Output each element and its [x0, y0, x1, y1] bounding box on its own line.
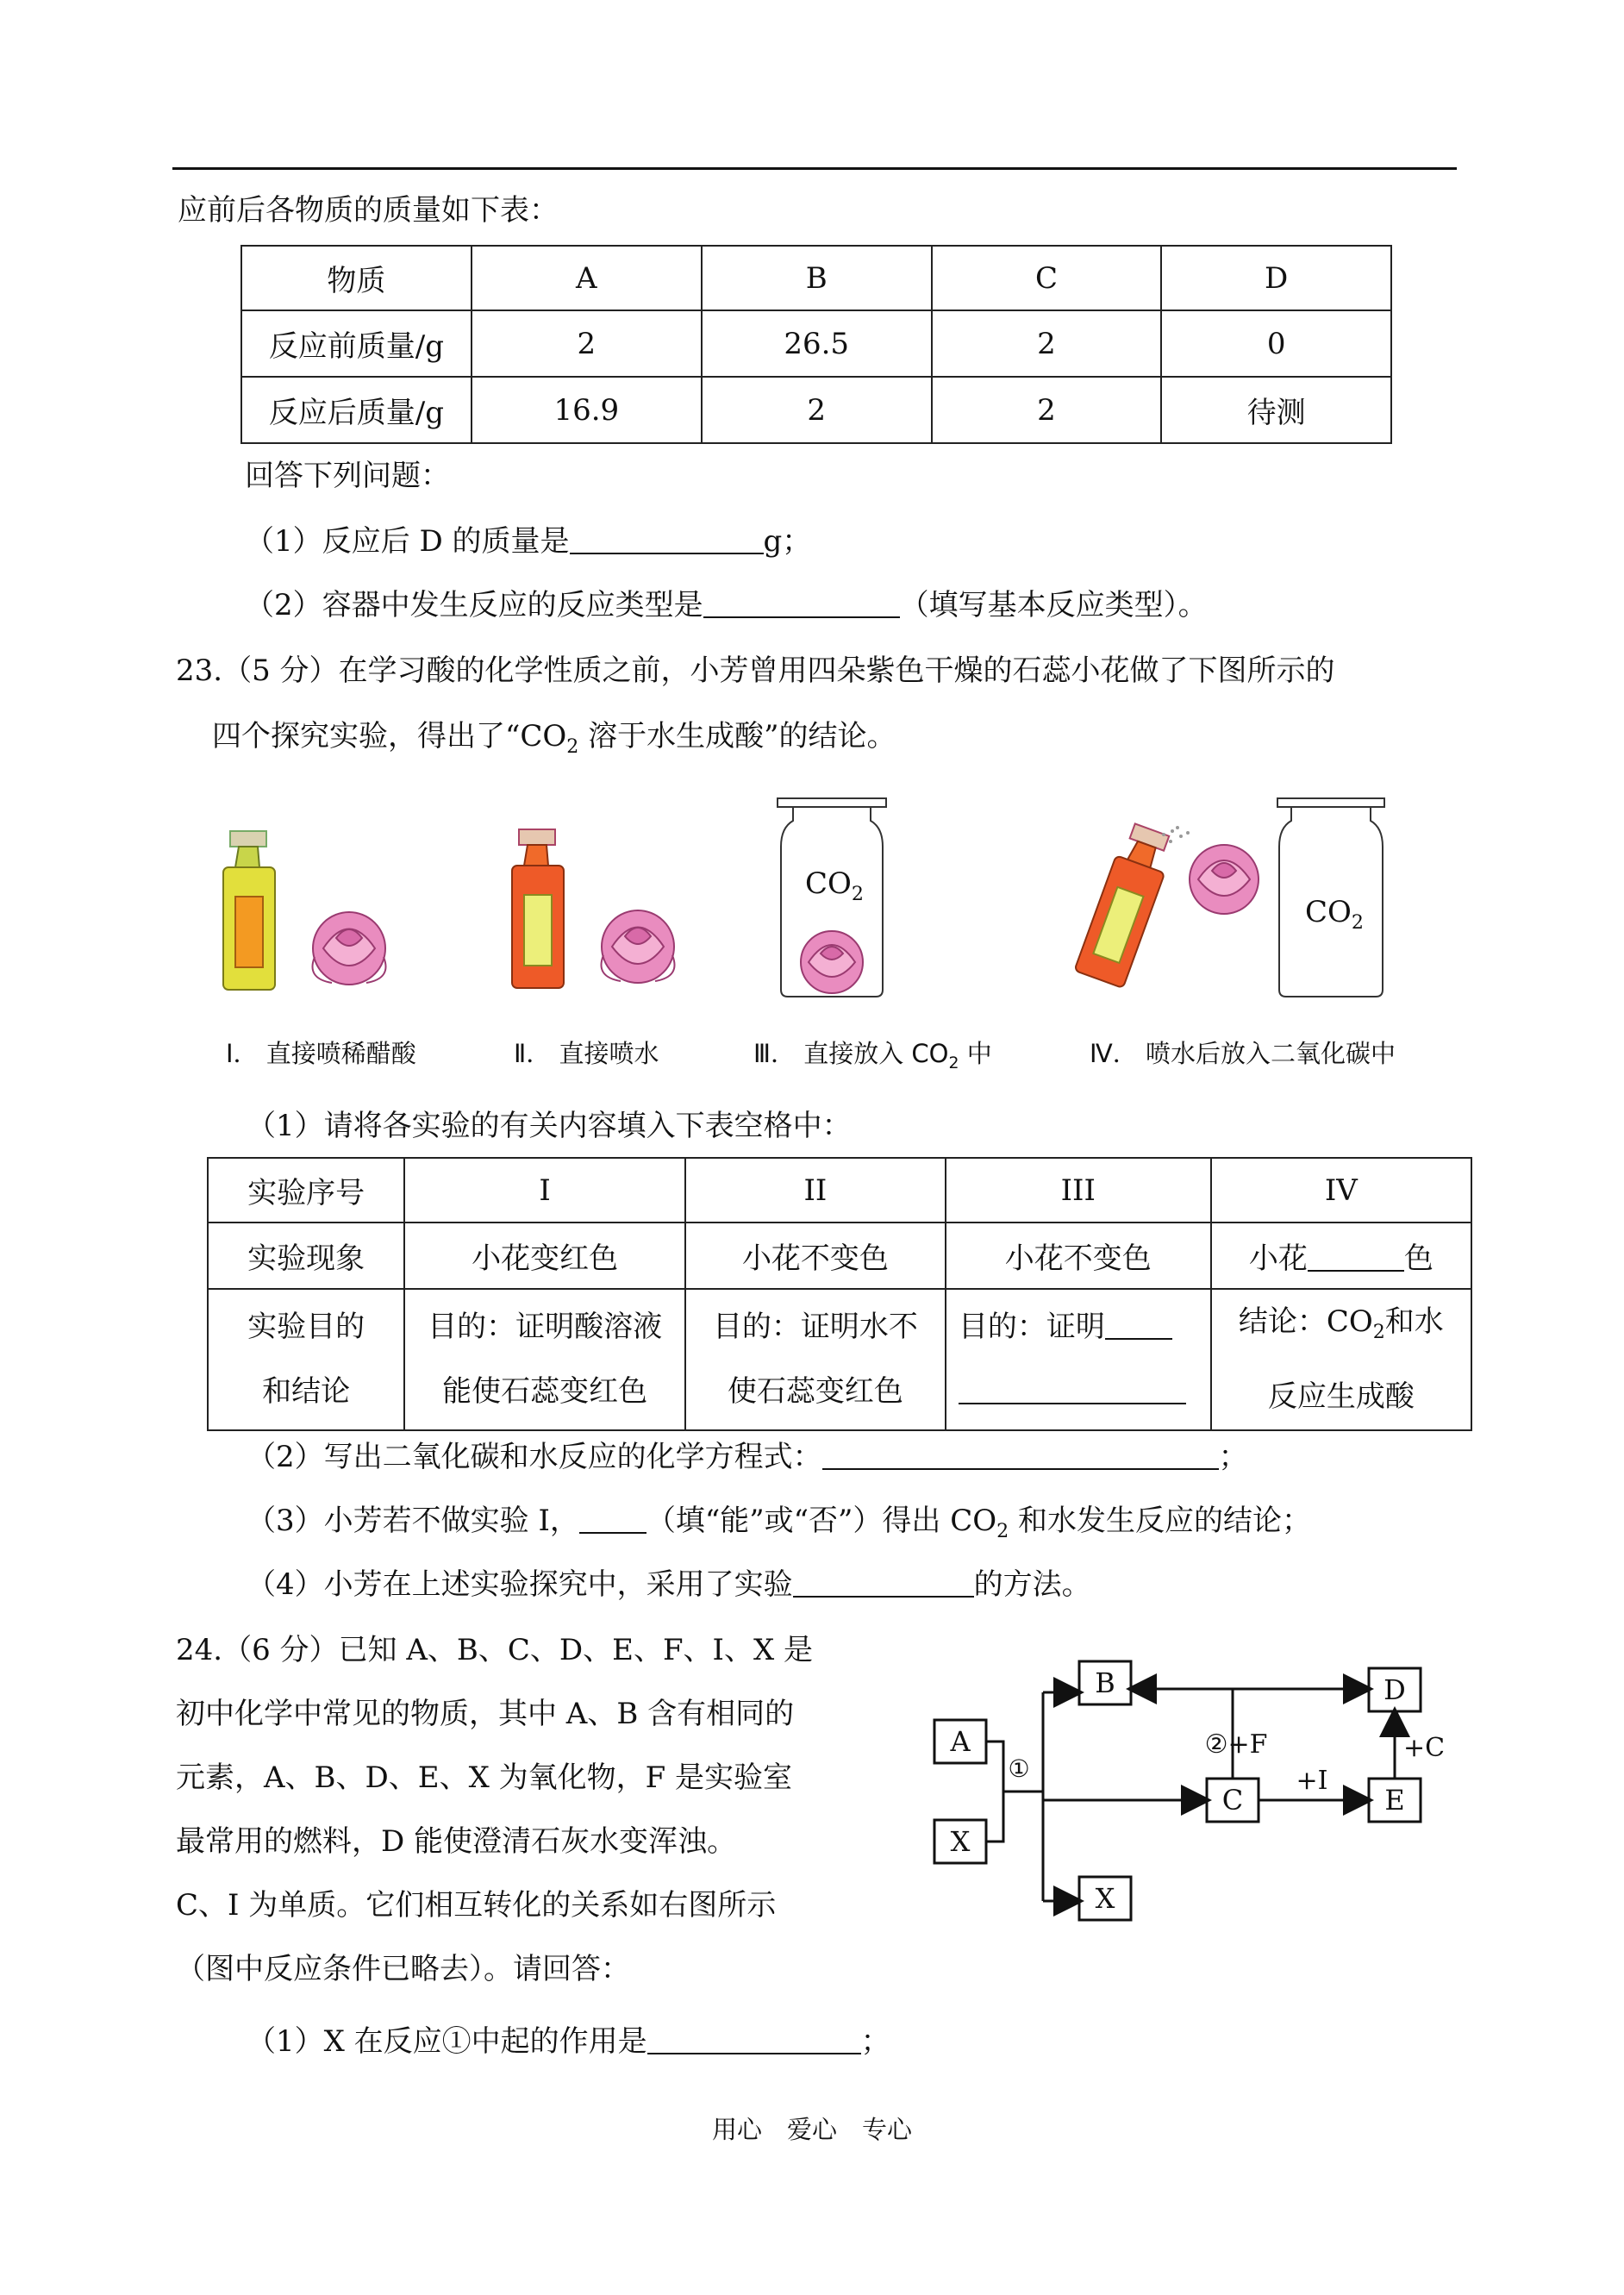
caption-3: Ⅲ． 直接放入 $CO_2$ 中	[753, 1039, 992, 1072]
label-C: C	[1221, 1784, 1244, 1817]
table-cell: 目的：证明酸溶液 能使石蕊变红色	[404, 1289, 685, 1430]
table-cell: 2	[472, 310, 702, 377]
table-cell: A	[472, 246, 702, 310]
q23-line2: 四个探究实验，得出了“$CO_2$ 溶于水生成酸”的结论。	[212, 719, 896, 758]
table-cell: 待测	[1161, 377, 1391, 443]
table-cell: 2	[702, 377, 932, 443]
q24-line: 最常用的燃料，D 能使澄清石灰水变浑浊。	[176, 1824, 737, 1859]
label-X-left: X	[950, 1825, 971, 1858]
q24-sub1: （1）X 在反应①中起的作用是 ；	[247, 2024, 890, 2059]
flower-icon	[1190, 845, 1259, 914]
spray-bottle-icon	[512, 829, 564, 988]
q24-line: C、I 为单质。它们相互转化的关系如右图所示	[176, 1888, 777, 1923]
reaction-diagram	[922, 1651, 1448, 1927]
table-cell: 2	[932, 377, 1162, 443]
caption-2: Ⅱ． 直接喷水	[514, 1039, 659, 1068]
table-cell: 物质	[241, 246, 472, 310]
table-cell: 0	[1161, 310, 1391, 377]
table-cell: B	[702, 246, 932, 310]
jar3-label: $CO_2$	[805, 866, 864, 905]
answer-blank[interactable]	[703, 591, 900, 618]
q23-sub1: （1）请将各实验的有关内容填入下表空格中：	[247, 1109, 852, 1143]
table-cell: 结论：$CO_2$和水 反应生成酸	[1211, 1289, 1471, 1430]
table-cell: 反应后质量/g	[241, 377, 472, 443]
table-cell: D	[1161, 246, 1391, 310]
answer-blank[interactable]	[647, 2027, 861, 2054]
flower-icon	[313, 912, 386, 985]
q22-prompt: 回答下列问题：	[245, 459, 450, 493]
q22-part2: （2）容器中发生反应的反应类型是 （填写基本反应类型）。	[245, 588, 1208, 622]
caption-1: Ⅰ． 直接喷稀醋酸	[226, 1039, 416, 1068]
flower-icon	[801, 931, 863, 993]
q22-part1: （1）反应后 D 的质量是 g；	[245, 524, 812, 559]
q24-line: 初中化学中常见的物质，其中 A、B 含有相同的	[176, 1697, 795, 1731]
q23-sub4: （4）小芳在上述实验探究中，采用了实验 的方法。	[247, 1567, 1091, 1602]
table-cell: 2	[932, 310, 1162, 377]
experiment-table	[207, 1157, 1472, 1431]
label-X-right: X	[1095, 1882, 1115, 1915]
table-cell: C	[932, 246, 1162, 310]
table-cell: 实验现象	[208, 1223, 404, 1289]
table-cell: 小花不变色	[685, 1223, 946, 1289]
table-cell: IV	[1211, 1158, 1471, 1223]
page-footer: 用心 爱心 专心	[711, 2115, 912, 2144]
answer-blank[interactable]	[1105, 1312, 1172, 1340]
mass-table	[240, 245, 1392, 444]
table-cell: 实验序号	[208, 1158, 404, 1223]
table-cell: I	[404, 1158, 685, 1223]
q24-line: （图中反应条件已略去）。请回答：	[176, 1952, 630, 1986]
experiment-1-illustration	[220, 828, 409, 1000]
table-cell: 小花不变色	[946, 1223, 1211, 1289]
table-cell: 目的：证明	[946, 1289, 1211, 1430]
plus-C-label: +C	[1402, 1733, 1446, 1763]
table-cell: III	[946, 1158, 1211, 1223]
table-cell: 小花 色	[1211, 1223, 1471, 1289]
label-A: A	[950, 1725, 971, 1758]
reaction-1-label: ①	[1008, 1754, 1030, 1783]
table-cell: 16.9	[472, 377, 702, 443]
q23-sub3: （3）小芳若不做实验 I， （填“能”或“否”）得出 $CO_2$ 和水发生反应的结论；	[247, 1504, 1311, 1542]
header-rule	[172, 167, 1457, 170]
label-E: E	[1384, 1784, 1405, 1817]
answer-blank[interactable]	[1308, 1244, 1404, 1272]
table-cell: 反应前质量/g	[241, 310, 472, 377]
table-cell: 实验目的 和结论	[208, 1289, 404, 1430]
flower-icon	[602, 910, 675, 983]
table-cell: 26.5	[702, 310, 932, 377]
answer-blank[interactable]	[822, 1442, 1219, 1470]
label-B: B	[1095, 1667, 1115, 1699]
reaction-2-label: ②+F	[1204, 1729, 1268, 1760]
experiment-2-illustration	[509, 826, 698, 998]
table-cell: 目的：证明水不 使石蕊变红色	[685, 1289, 946, 1430]
caption-4: Ⅳ． 喷水后放入二氧化碳中	[1090, 1039, 1396, 1068]
answer-blank[interactable]	[959, 1377, 1186, 1404]
q24-line: 元素，A、B、D、E、X 为氧化物，F 是实验室	[176, 1760, 793, 1795]
q23-line1: 23.（5 分）在学习酸的化学性质之前，小芳曾用四朵紫色干燥的石蕊小花做了下图所示的	[176, 653, 1335, 688]
intro-text: 应前后各物质的质量如下表：	[178, 193, 559, 228]
q23-sub2: （2）写出二氧化碳和水反应的化学方程式： ；	[247, 1440, 1248, 1474]
q24-line: 24.（6 分）已知 A、B、C、D、E、F、I、X 是	[176, 1633, 813, 1667]
answer-blank[interactable]	[570, 527, 764, 554]
plus-I-label: +I	[1296, 1766, 1328, 1796]
answer-blank[interactable]	[579, 1506, 646, 1534]
spray-bottle-icon	[223, 831, 275, 990]
answer-blank[interactable]	[793, 1570, 974, 1598]
table-cell: II	[685, 1158, 946, 1223]
spray-bottle-icon	[1074, 822, 1177, 988]
jar4-label: $CO_2$	[1305, 895, 1364, 934]
table-cell: 小花变红色	[404, 1223, 685, 1289]
label-D: D	[1384, 1673, 1406, 1706]
